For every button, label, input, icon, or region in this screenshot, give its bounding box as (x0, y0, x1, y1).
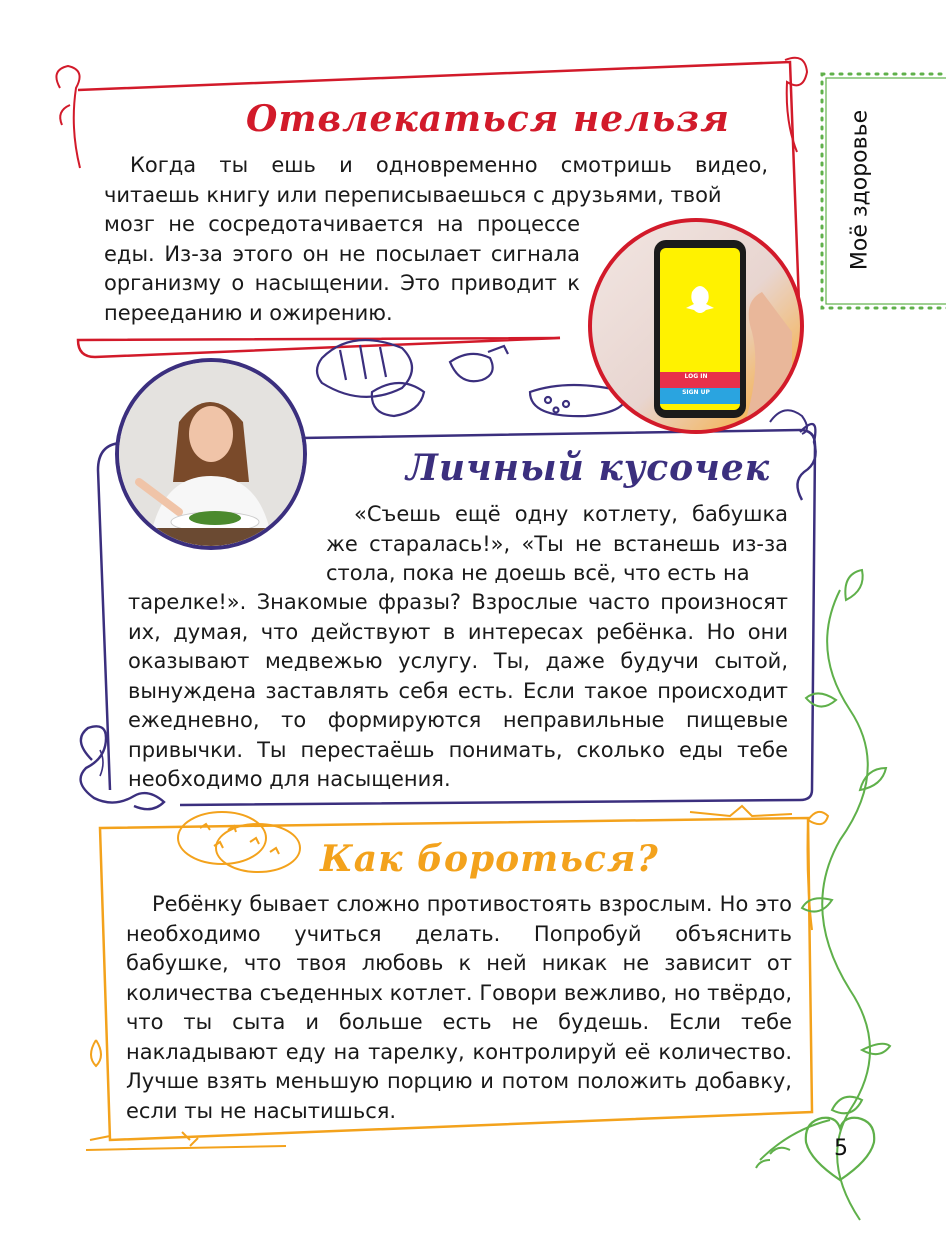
box3-text: Ребёнку бывает сложно противостоять взрослым. Но это необходимо учиться делать. Попробуй объяснить бабушке, что твоя любовь к ней никак не зависит от количества съеденных котлет. Говори вежливо, но твёрдо, что ты сыта и больше есть не будешь. Если тебе накладывают еду на тарелку, контролируй её количество. Лучше взять меньшую порцию и потом положить добавку, если ты не насытишься. (126, 892, 792, 1123)
phone-login-button: LOG IN (684, 373, 708, 380)
cookie-doodle (178, 812, 300, 872)
box2-text-full: тарелке!». Знакомые фразы? Взрослые часто произносят их, думая, что действуют в интересах ребёнка. Но они оказывают медвежью услугу. Ты, даже будучи сытой, вынуждена заставлять себя есть. Если такое происходит ежедневно, то формируются неправильные пищевые привычки. Ты перестаёшь понимать, сколько еды тебе необходимо для насыщения. (128, 590, 788, 791)
box1-text-full: Когда ты ешь и одновременно смотришь видео, читаешь книгу или переписываешься с друзьями, твой (104, 153, 768, 207)
box2-text-wrap: «Съешь ещё одну котлету, бабушка же старалась!», «Ты не встанешь из-за стола, пока не доешь всё, что есть на (326, 502, 788, 585)
box2-title: Личный кусочек (406, 447, 771, 489)
box1-text-wrap: мозг не сосредотачивается на процессе еды. Из-за этого он не посылает сигнала организму о насыщении. Это приводит к перееданию и ожирению. (104, 212, 580, 325)
section-label: Моё здоровье (847, 109, 873, 271)
food-doodles (317, 340, 626, 416)
phone-illustration (592, 222, 800, 430)
box3-title: Как бороться? (320, 838, 659, 880)
phone-photo (588, 218, 804, 434)
box1-title: Отвлекаться нельзя (246, 98, 730, 140)
girl-illustration (119, 362, 303, 546)
girl-photo (115, 358, 307, 550)
phone-signup-button: SIGN UP (682, 389, 710, 396)
page-number: 5 (834, 1136, 848, 1161)
